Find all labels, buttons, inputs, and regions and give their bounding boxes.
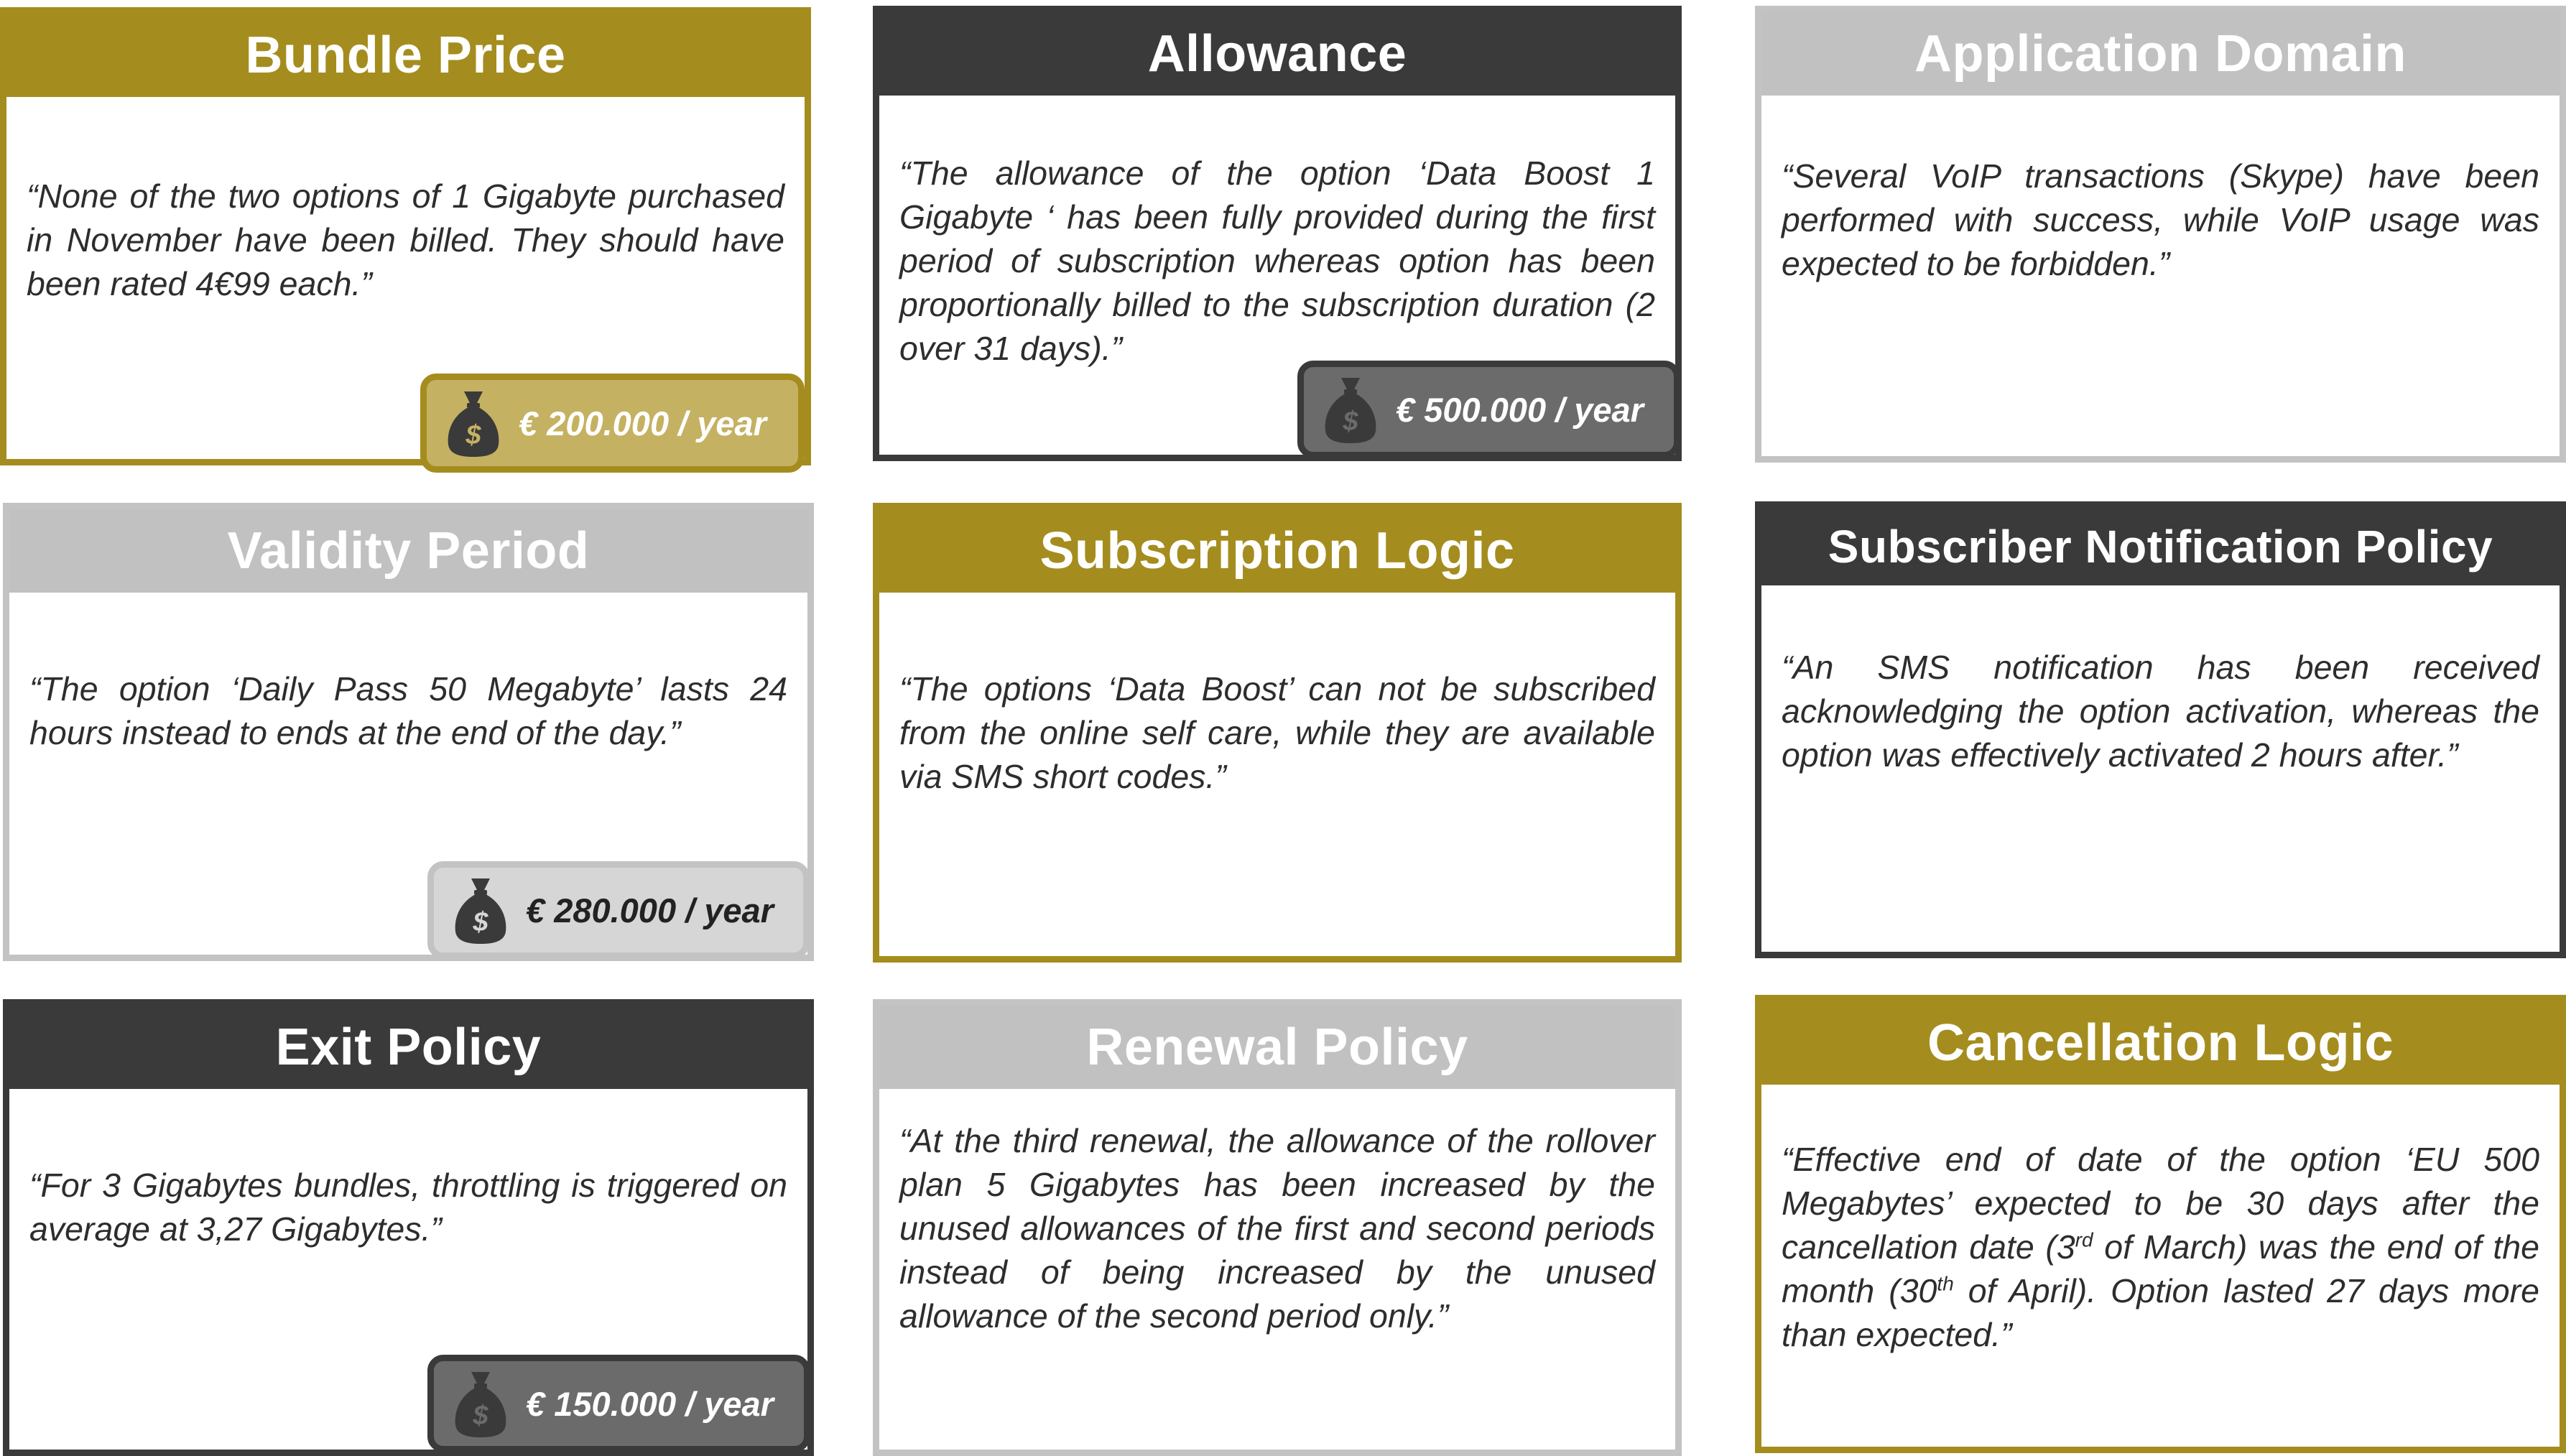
ordinal-suffix: th xyxy=(1937,1272,1954,1295)
cost-value: € 280.000 / year xyxy=(526,891,774,929)
cost-badge-allowance xyxy=(1297,361,1680,458)
cost-badge-exit-policy xyxy=(427,1355,810,1452)
card-title: Validity Period xyxy=(9,509,807,593)
card-text-part: of March) was the end of the month (30 xyxy=(1782,1228,2539,1309)
card-text-part: “Effective end of date of the option ‘EU 500 Megabytes’ expected to be 30 days after the cancellation date (3 xyxy=(1782,1141,2539,1266)
card-text: “The allowance of the option ‘Data Boost 1 Gigabyte ‘ has been fully provided during the first period of subscription whereas option has been proportionally billed to the subscription duration (2 over 31 days).” xyxy=(899,154,1655,367)
card-title: Allowance xyxy=(879,12,1675,96)
card-text xyxy=(1782,1138,2539,1357)
card-title: Bundle Price xyxy=(6,14,805,97)
cost-badge-bundle-price xyxy=(420,374,805,473)
card-title: Application Domain xyxy=(1761,12,2560,96)
card-cancellation-logic xyxy=(1755,995,2566,1453)
svg-text:$: $ xyxy=(473,907,488,937)
ordinal-suffix: rd xyxy=(2075,1228,2093,1251)
card-title: Exit Policy xyxy=(9,1006,807,1089)
card-text: “For 3 Gigabytes bundles, throttling is triggered on average at 3,27 Gigabytes.” xyxy=(29,1167,787,1248)
money-bag-icon xyxy=(453,876,509,945)
card-text: “At the third renewal, the allowance of the rollover plan 5 Gigabytes has been increased by the unused allowances of the first and second periods instead of being increased by the unused allowance of the second period only.” xyxy=(899,1122,1655,1335)
card-text: “None of the two options of 1 Gigabyte purchased in November have been billed. They should have been rated 4€99 each.” xyxy=(27,177,784,302)
card-title: Cancellation Logic xyxy=(1761,1001,2560,1085)
money-bag-icon xyxy=(445,389,501,458)
card-renewal-policy xyxy=(873,999,1682,1456)
svg-text:$: $ xyxy=(1343,407,1358,437)
card-text: “The option ‘Daily Pass 50 Megabyte’ lasts 24 hours instead to ends at the end of the day.” xyxy=(29,670,787,751)
cost-value: € 150.000 / year xyxy=(526,1384,774,1423)
card-application-domain xyxy=(1755,6,2566,463)
cost-badge-validity-period xyxy=(427,861,810,959)
card-title: Subscriber Notification Policy xyxy=(1761,508,2560,585)
card-text: “The options ‘Data Boost’ can not be subscribed from the online self care, while they are available via SMS short codes.” xyxy=(899,670,1655,795)
cost-value: € 500.000 / year xyxy=(1396,390,1644,429)
cost-value: € 200.000 / year xyxy=(519,404,766,442)
card-text: “Several VoIP transactions (Skype) have been performed with success, while VoIP usage was expected to be forbidden.” xyxy=(1782,157,2539,282)
svg-text:$: $ xyxy=(466,420,481,450)
card-title: Renewal Policy xyxy=(879,1006,1675,1089)
card-text-part: of April). Option lasted 27 days more than expected.” xyxy=(1782,1272,2539,1353)
money-bag-icon xyxy=(1323,375,1379,444)
card-subscriber-notification-policy xyxy=(1755,501,2566,958)
card-title: Subscription Logic xyxy=(879,509,1675,593)
card-text: “An SMS notification has been received acknowledging the option activation, whereas the option was effectively activated 2 hours after.” xyxy=(1782,649,2539,774)
card-subscription-logic xyxy=(873,503,1682,963)
money-bag-icon xyxy=(453,1369,509,1438)
svg-text:$: $ xyxy=(473,1401,488,1431)
